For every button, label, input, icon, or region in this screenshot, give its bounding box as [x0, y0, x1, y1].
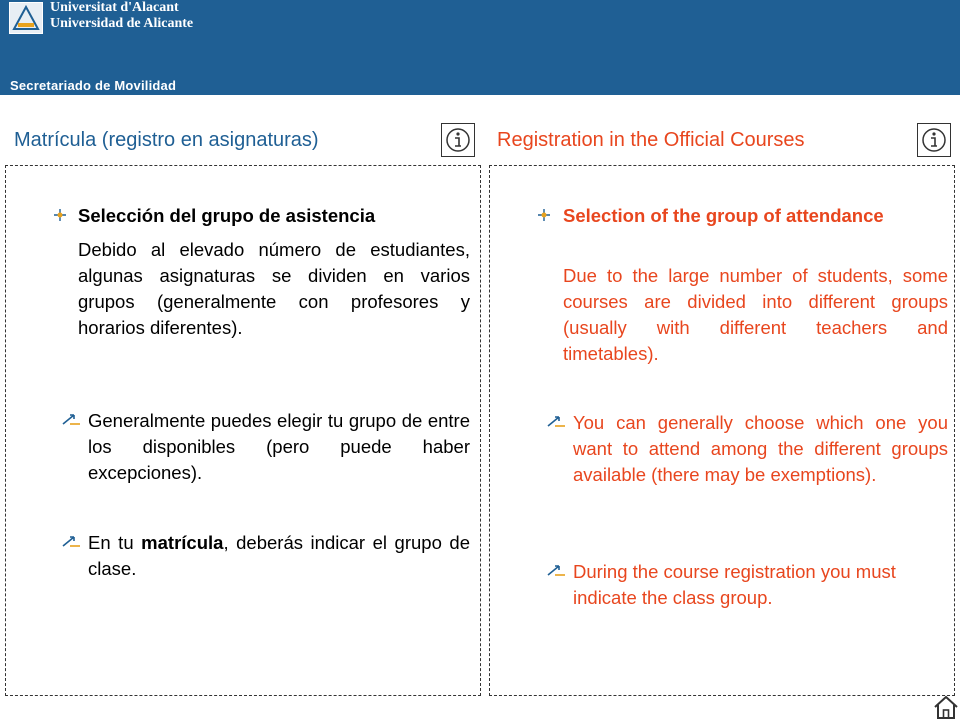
spanish-point-2-suffix: , deberás indicar el grupo de clase. [88, 532, 470, 579]
arrow-bullet-icon [547, 415, 567, 427]
diamond-bullet-icon [537, 208, 551, 222]
spanish-title: Matrícula (registro en asignaturas) [14, 129, 319, 151]
home-icon [932, 695, 960, 720]
english-point-2: During the course registration you must indicate the class group. [573, 561, 896, 608]
arrow-bullet-icon [62, 413, 82, 425]
university-name-es: Universidad de Alicante [50, 16, 194, 31]
arrow-bullet-icon [547, 564, 567, 576]
spanish-point-2-bold: matrícula [141, 532, 224, 553]
english-heading: Selection of the group of attendance [563, 205, 884, 226]
english-title: Registration in the Official Courses [497, 129, 805, 151]
home-button[interactable] [932, 695, 960, 720]
info-button-english[interactable] [917, 123, 951, 157]
header-banner [0, 0, 960, 95]
info-button-spanish[interactable] [441, 123, 475, 157]
english-point-1: You can generally choose which one you want to attend among the different groups available (there may be exemptions). [573, 412, 948, 485]
department-name: Secretariado de Movilidad [10, 78, 177, 93]
spanish-point-2 [88, 530, 470, 582]
university-name-ca: Universitat d'Alacant [50, 0, 179, 15]
spanish-point-1: Generalmente puedes elegir tu grupo de entre los disponibles (pero puede haber excepciones). [88, 410, 470, 483]
spanish-point-2-prefix: En tu [88, 532, 142, 553]
arrow-bullet-icon [62, 535, 82, 547]
info-icon [442, 124, 474, 156]
diamond-bullet-icon [53, 208, 67, 222]
info-icon [918, 124, 950, 156]
spanish-heading: Selección del grupo de asistencia [78, 205, 376, 226]
spanish-intro: Debido al elevado número de estudiantes, algunas asignaturas se dividen en varios grupos (generalmente con profesores y horarios diferentes). [78, 239, 470, 338]
english-intro: Due to the large number of students, some courses are divided into different groups (usually with different teachers and timetables). [563, 265, 948, 364]
university-logo [9, 2, 43, 34]
